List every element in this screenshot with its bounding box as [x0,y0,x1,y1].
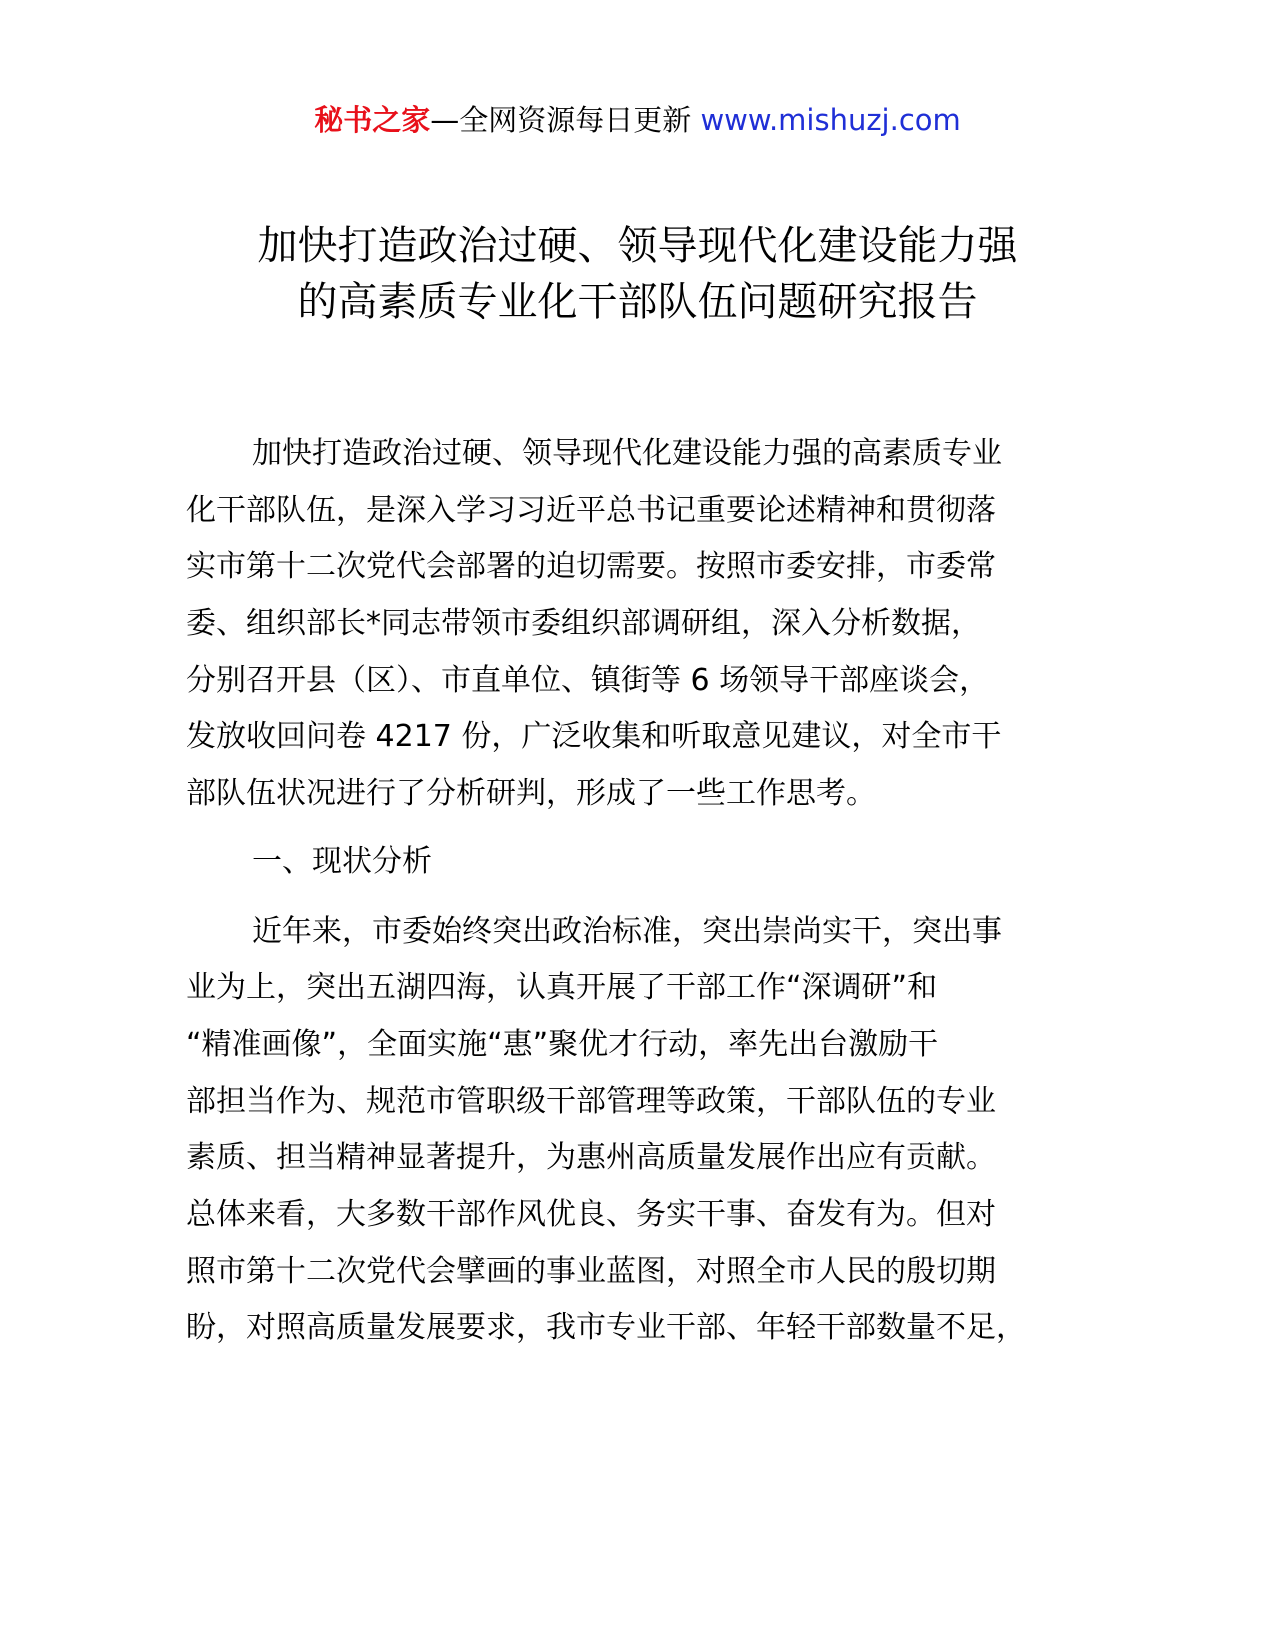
paragraph-line: 发放收回问卷 4217 份，广泛收集和听取意见建议，对全市干 [186,719,1002,755]
paragraph-line: 化干部队伍，是深入学习习近平总书记重要论述精神和贯彻落 [186,492,996,528]
intro-paragraph [186,426,1096,823]
title-line-2: 的高素质专业化干部队伍问题研究报告 [297,279,978,325]
paragraph-line: 加快打造政治过硬、领导现代化建设能力强的高素质专业 [252,436,1002,471]
paragraph-line: 部队伍状况进行了分析研判，形成了一些工作思考。 [186,776,876,812]
paragraph-line: 部担当作为、规范市管职级干部管理等政策，干部队伍的专业 [186,1083,996,1119]
paragraph-line: 近年来，市委始终突出政治标准，突出崇尚实干，突出事 [252,913,1002,949]
paragraph-line: 照市第十二次党代会擘画的事业蓝图，对照全市人民的殷切期 [186,1253,996,1289]
paragraph-line: 盼，对照高质量发展要求，我市专业干部、年轻干部数量不足， [186,1310,1026,1346]
header-tagline: —全网资源每日更新 [430,103,701,137]
document-body [186,426,1096,1357]
paragraph-line: 业为上，突出五湖四海，认真开展了干部工作“深调研”和 [186,970,938,1006]
paragraph-line: 实市第十二次党代会部署的迫切需要。按照市委安排，市委常 [186,549,996,585]
paragraph-line: 委、组织部长*同志带领市委组织部调研组，深入分析数据， [186,606,981,642]
paragraph-line: 素质、担当精神显著提升，为惠州高质量发展作出应有贡献。 [186,1140,996,1176]
title-line-1: 加快打造政治过硬、领导现代化建设能力强 [257,223,1018,269]
section-heading: 一、现状分析 [252,843,432,879]
paragraph-line: 分别召开县（区）、市直单位、镇街等 6 场领导干部座谈会， [186,662,990,698]
paragraph-line: “精准画像”，全面实施“惠”聚优才行动，率先出台激励干 [186,1026,939,1062]
status-analysis-paragraph [186,904,1096,1358]
paragraph-line: 总体来看，大多数干部作风优良、务实干事、奋发有为。但对 [186,1196,996,1232]
website-link[interactable]: www.mishuzj.com [700,103,961,137]
page-header [0,100,1275,140]
brand-name: 秘书之家 [314,103,431,137]
document-title [0,218,1275,330]
